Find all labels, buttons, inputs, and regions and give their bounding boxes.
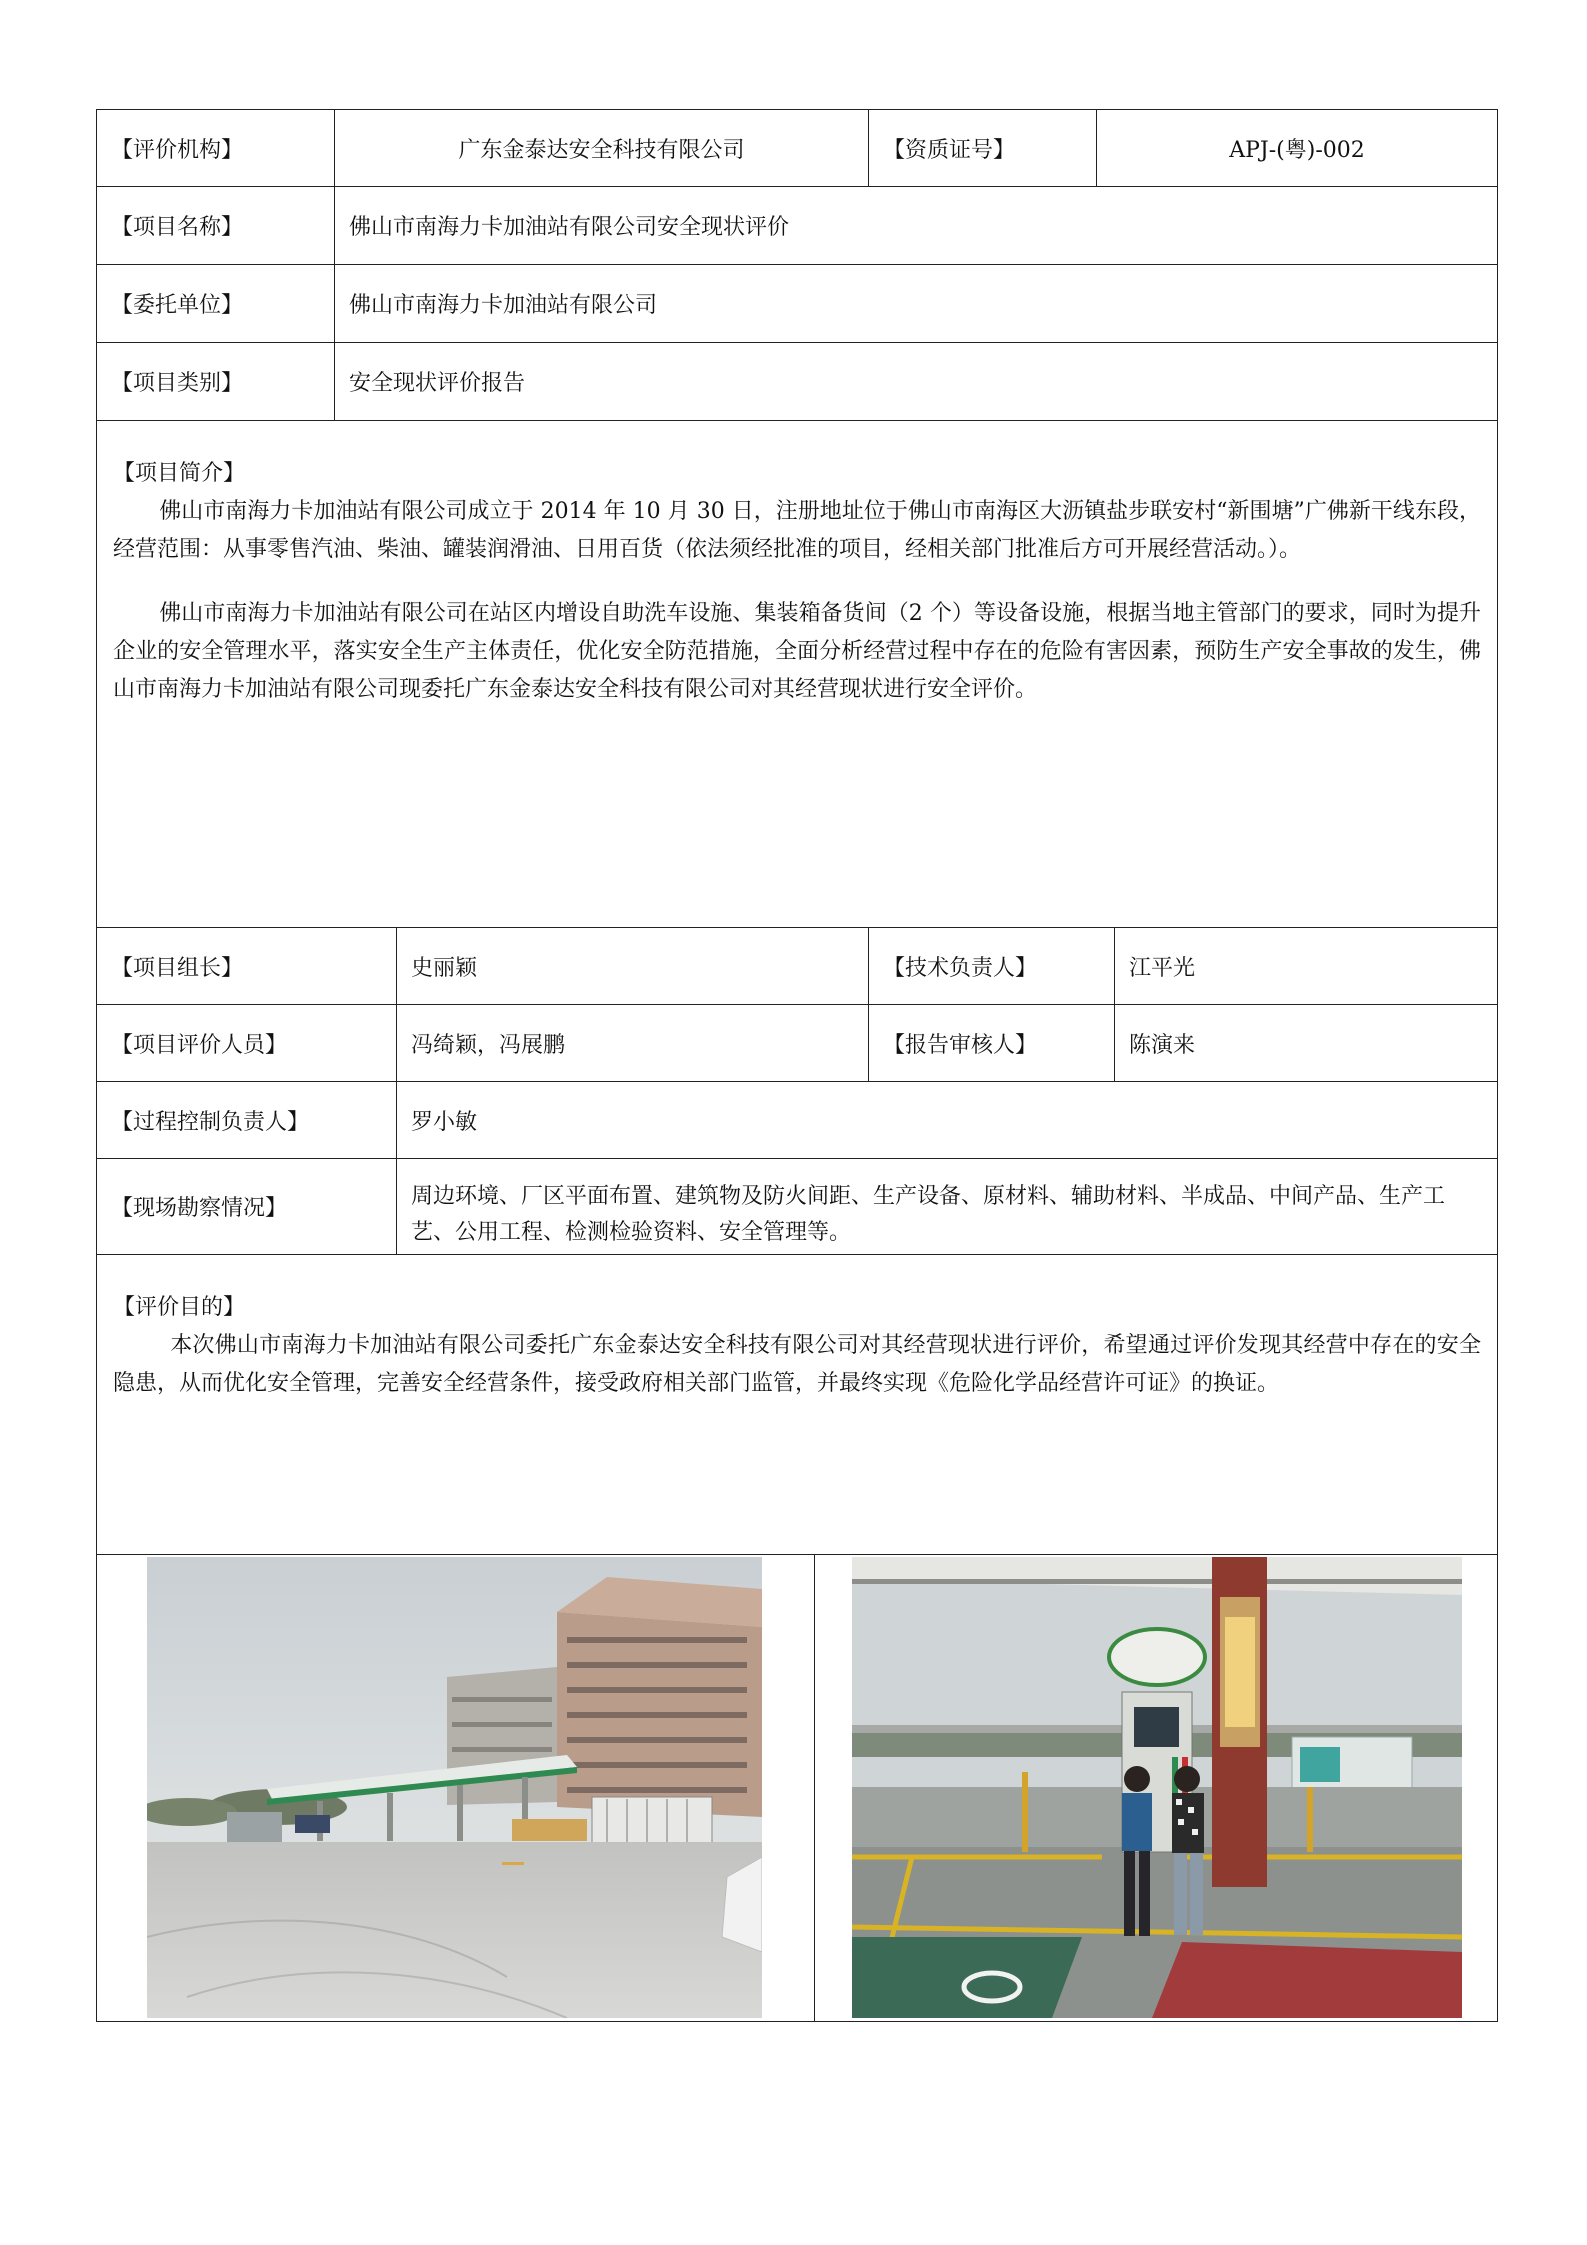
project-name-label: 【项目名称】 [97,187,335,264]
project-name-row [97,187,1497,265]
process-row [97,1082,1497,1159]
category-label: 【项目类别】 [97,343,335,420]
category-value: 安全现状评价报告 [349,371,526,396]
intro-label: 【项目简介】 [113,461,246,486]
evaluators-row [97,1005,1497,1082]
leader-row [97,928,1497,1005]
tech-value: 江平光 [1129,955,1196,981]
leader-label: 【项目组长】 [97,928,397,1004]
intro-block [97,421,1497,927]
intro-paragraph-1: 佛山市南海力卡加油站有限公司成立于 2014 年 10 月 30 日，注册地址位于佛山市南海区大沥镇盐步联安村“新围塘”广佛新干线东段，经营范围：从事零售汽油、柴油、罐装润滑油、日用百货（依法须经批准的项目，经相关部门批准后方可开展经营活动。）。 [113,499,1481,562]
org-label: 【评价机构】 [97,110,335,186]
intro-paragraph-2: 佛山市南海力卡加油站有限公司在站区内增设自助洗车设施、集装箱备货间（2 个）等设备设施，根据当地主管部门的要求，同时为提升企业的安全管理水平，落实安全生产主体责任，优化安全防范措施，全面分析经营过程中存在的危险有害因素，预防生产安全事故的发生，佛山市南海力卡加油站有限公司现委托广东金泰达安全科技有限公司对其经营现状进行安全评价。 [113,601,1481,702]
leader-value: 史丽颖 [397,928,869,1004]
gas-station-overview-photo [147,1557,762,2018]
survey-row [97,1159,1497,1255]
cert-value: APJ-(粤)-002 [1229,137,1365,163]
cert-label: 【资质证号】 [869,110,1097,186]
photo-row [97,1555,1497,2021]
evaluators-label: 【项目评价人员】 [97,1005,397,1081]
client-label: 【委托单位】 [97,265,335,342]
client-row [97,265,1497,343]
org-value: 广东金泰达安全科技有限公司 [335,110,869,186]
purpose-block [97,1255,1497,1554]
survey-value: 周边环境、厂区平面布置、建筑物及防火间距、生产设备、原材料、辅助材料、半成品、中间产品、生产工艺、公用工程、检测检验资料、安全管理等。 [411,1184,1446,1245]
client-value: 佛山市南海力卡加油站有限公司 [349,293,658,318]
evaluators-value: 冯绮颖，冯展鹏 [397,1005,869,1081]
purpose-text: 本次佛山市南海力卡加油站有限公司委托广东金泰达安全科技有限公司对其经营现状进行评价，希望通过评价发现其经营中存在的安全隐患，从而优化安全管理，完善安全经营条件，接受政府相关部门监管，并最终实现《危险化学品经营许可证》的换证。 [113,1333,1481,1396]
reviewer-label: 【报告审核人】 [869,1005,1115,1081]
gas-station-overview-drawing [147,1557,762,2018]
process-value: 罗小敏 [411,1109,478,1135]
org-row [97,110,1497,187]
reviewer-value: 陈演来 [1129,1032,1196,1058]
tech-label: 【技术负责人】 [869,928,1115,1004]
purpose-row [97,1255,1497,1555]
evaluation-info-table [96,109,1498,2022]
purpose-label: 【评价目的】 [113,1295,246,1320]
survey-label: 【现场勘察情况】 [97,1159,397,1254]
project-name-value: 佛山市南海力卡加油站有限公司安全现状评价 [349,215,790,240]
intro-row [97,421,1497,928]
evaluators-at-fuel-pump-photo [852,1557,1462,2018]
category-row [97,343,1497,421]
process-label: 【过程控制负责人】 [97,1082,397,1158]
evaluators-at-fuel-pump-drawing [852,1557,1462,2018]
